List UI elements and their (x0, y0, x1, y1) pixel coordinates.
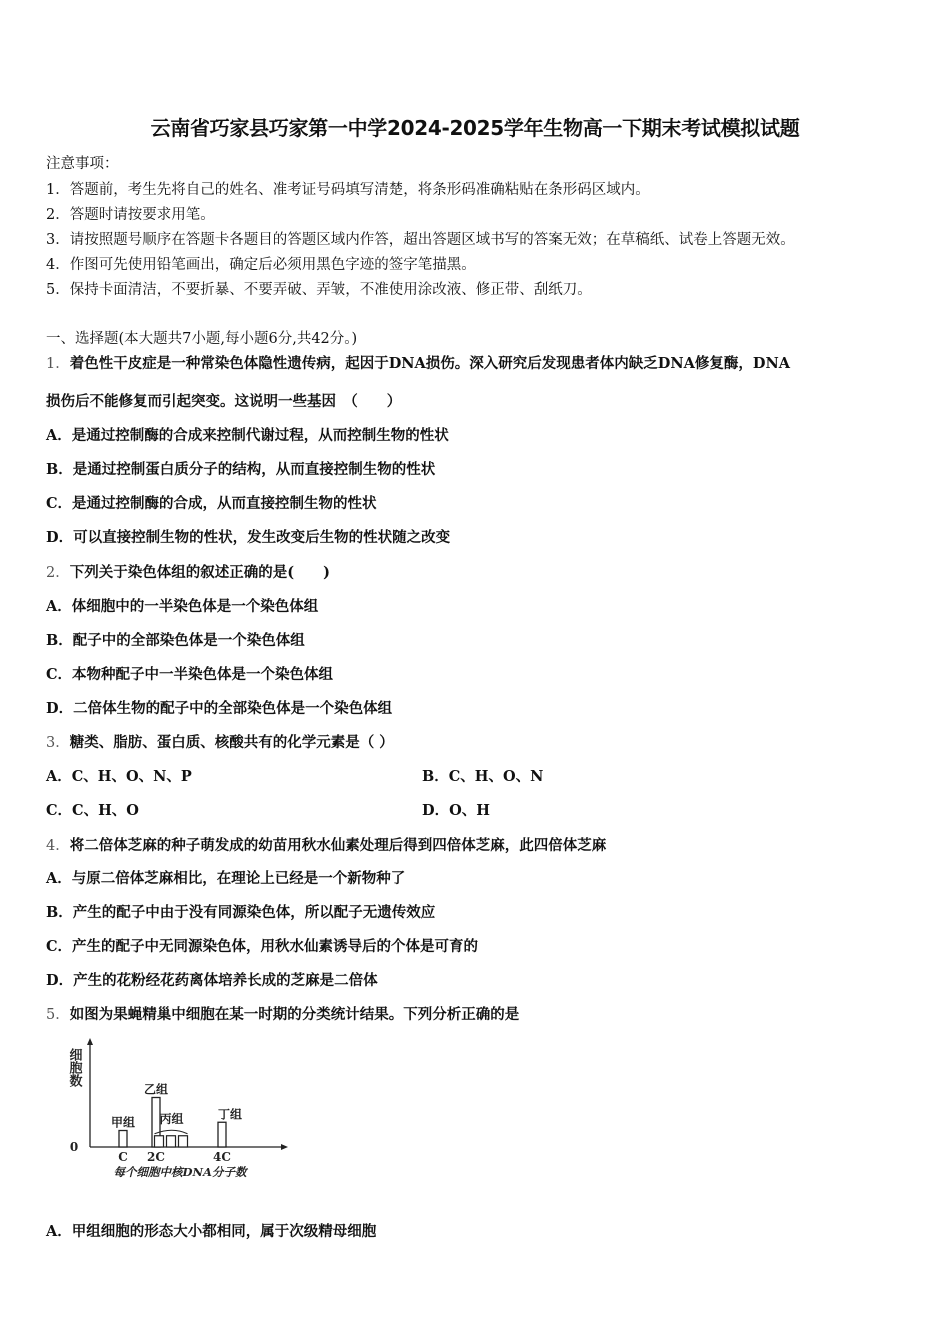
bar-bing (155, 1136, 164, 1147)
cell-count-chart (56, 1036, 296, 1186)
notice-item: 3．请按照题号顺序在答题卡各题目的答题区域内作答，超出答题区域书写的答案无效；在草稿纸、试卷上答题无效。 (46, 232, 795, 248)
q5-stem (46, 1003, 519, 1024)
q2-option-c: C．本物种配子中一半染色体是一个染色体组 (46, 666, 334, 683)
q2-number: 2． (46, 565, 70, 581)
bar (218, 1122, 226, 1147)
q5-stem-text: 如图为果蝇精巢中细胞在某一时期的分类统计结果。下列分析正确的是 (69, 1006, 520, 1023)
q1-stem (46, 352, 790, 373)
q5-option-a: A．甲组细胞的形态大小都相同，属于次级精母细胞 (46, 1223, 377, 1240)
bar-label: 乙组 (143, 1082, 169, 1097)
q3-number: 3． (46, 735, 70, 751)
q4-option-c: C．产生的配子中无同源染色体，用秋水仙素诱导后的个体是可育的 (46, 938, 479, 955)
q2-option-d: D．二倍体生物的配子中的全部染色体是一个染色体组 (46, 700, 393, 717)
x-axis-arrow (281, 1144, 288, 1150)
y-axis-label: 细胞数 (66, 1048, 82, 1087)
q1-option-c: C．是通过控制酶的合成，从而直接控制生物的性状 (46, 495, 377, 512)
notice-item: 4．作图可先使用铅笔画出，确定后必须用黑色字迹的签字笔描黑。 (46, 257, 476, 273)
bar-bing (179, 1136, 188, 1147)
q3-option-b: B．C、H、O、N (422, 768, 544, 785)
q3-options-row2 (46, 799, 896, 820)
page-title: 云南省巧家县巧家第一中学2024-2025学年生物高一下期末考试模拟试题 (150, 116, 800, 140)
notice-item: 2．答题时请按要求用笔。 (46, 207, 215, 223)
q4-option-d: D．产生的花粉经花药离体培养长成的芝麻是二倍体 (46, 972, 378, 989)
q3-stem-text: 糖类、脂肪、蛋白质、核酸共有的化学元素是（ ） (69, 734, 394, 751)
q4-stem (46, 834, 606, 855)
bar (119, 1131, 127, 1148)
origin-label: 0 (69, 1140, 79, 1154)
q1-option-d: D．可以直接控制生物的性状，发生改变后生物的性状随之改变 (46, 529, 451, 546)
section-heading: 一、选择题(本大题共7小题,每小题6分,共42分。) (46, 331, 358, 347)
x-axis-label: 每个细胞中核DNA分子数 (113, 1165, 247, 1179)
x-tick-label: C (118, 1150, 128, 1164)
bar-label: 丁组 (217, 1107, 243, 1122)
q1-stem-line2: 损伤后不能修复而引起突变。这说明一些基因 （ ） (46, 393, 402, 410)
notice-item: 5．保持卡面清洁，不要折暴、不要弄破、弄皱，不准使用涂改液、修正带、刮纸刀。 (46, 282, 592, 298)
y-axis-arrow (87, 1038, 93, 1045)
q3-option-d: D．O、H (422, 802, 490, 819)
q4-option-a: A．与原二倍体芝麻相比，在理论上已经是一个新物种了 (46, 870, 406, 887)
q4-option-b: B．产生的配子中由于没有同源染色体，所以配子无遗传效应 (46, 904, 436, 921)
q1-option-a: A．是通过控制酶的合成来控制代谢过程，从而控制生物的性状 (46, 427, 449, 444)
q1-option-b: B．是通过控制蛋白质分子的结构，从而直接控制生物的性状 (46, 461, 436, 478)
q4-stem-text: 将二倍体芝麻的种子萌发成的幼苗用秋水仙素处理后得到四倍体芝麻，此四倍体芝麻 (69, 837, 607, 854)
q5-number: 5． (46, 1007, 70, 1023)
q3-options-row1 (46, 765, 896, 786)
q2-option-b: B．配子中的全部染色体是一个染色体组 (46, 632, 305, 649)
q2-stem-text: 下列关于染色体组的叙述正确的是( ) (69, 564, 330, 581)
x-tick-label: 4C (213, 1150, 231, 1164)
bar-bing (167, 1136, 176, 1147)
bar-label: 丙组 (159, 1111, 184, 1126)
x-tick-label: 2C (147, 1150, 165, 1164)
q4-number: 4． (46, 838, 70, 854)
q3-stem (46, 731, 394, 752)
q1-number: 1． (46, 356, 70, 372)
q1-stem-line1: 着色性干皮症是一种常染色体隐性遗传病，起因于DNA损伤。深入研究后发现患者体内缺乏DNA修复酶，DNA (69, 355, 790, 372)
q2-stem (46, 561, 330, 582)
notice-heading: 注意事项： (46, 156, 119, 172)
q3-option-c: C．C、H、O (46, 802, 139, 819)
bar-label: 甲组 (110, 1115, 136, 1130)
q2-option-a: A．体细胞中的一半染色体是一个染色体组 (46, 598, 319, 615)
notice-item: 1．答题前，考生先将自己的姓名、准考证号码填写清楚，将条形码准确粘贴在条形码区域内。 (46, 182, 650, 198)
q3-option-a: A．C、H、O、N、P (46, 768, 192, 785)
